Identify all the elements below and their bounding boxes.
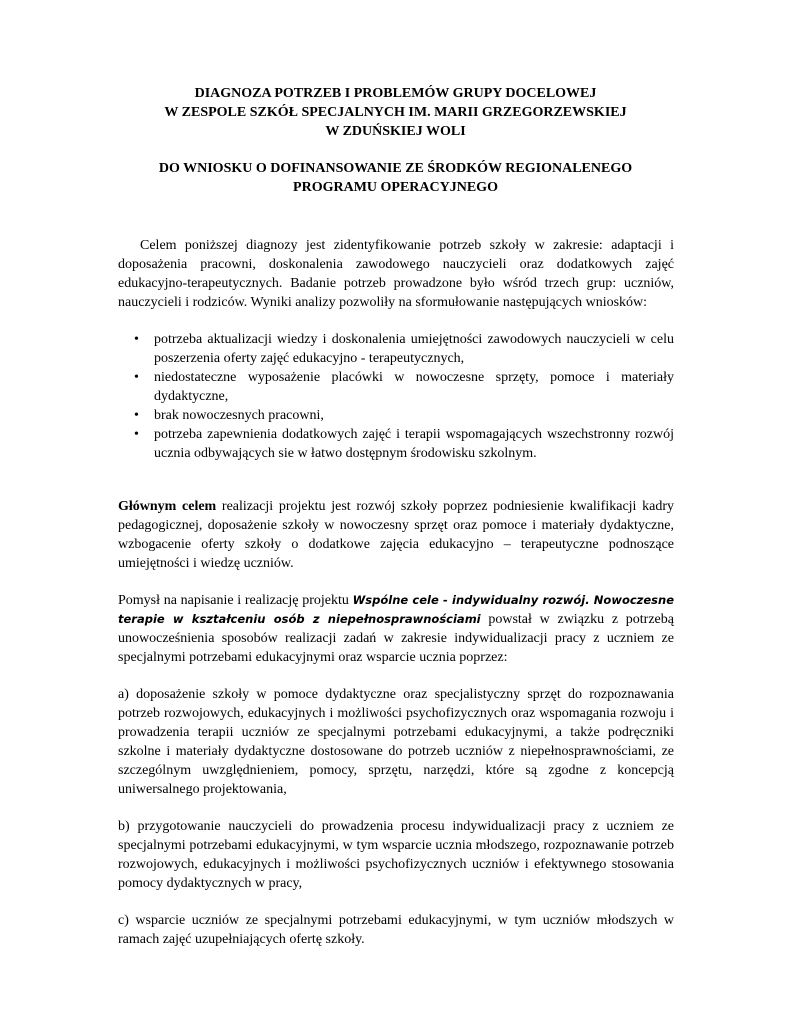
goal-lead: Głównym celem <box>118 499 217 514</box>
subtitle-line-2: PROGRAMU OPERACYJNEGO <box>293 180 498 195</box>
bullet-icon: • <box>134 370 139 385</box>
title-line-1: DIAGNOZA POTRZEB I PROBLEMÓW GRUPY DOCELOWEJ <box>194 86 597 101</box>
document-body <box>118 236 674 949</box>
bullet-icon: • <box>134 408 139 423</box>
point-c: c) wsparcie uczniów ze specjalnymi potrzebami edukacyjnymi, w tym uczniów młodszych w ramach zajęć uzupełniających ofertę szkoły. <box>118 913 674 947</box>
list-item-text: potrzeba aktualizacji wiedzy i doskonalenia umiejętności zawodowych nauczycieli w celu poszerzenia oferty zajęć edukacyjno - terapeutycznych, <box>154 332 674 366</box>
list-item-text: brak nowoczesnych pracowni, <box>154 408 324 423</box>
list-item <box>118 330 674 368</box>
bullet-icon: • <box>134 427 139 442</box>
subtitle-line-1: DO WNIOSKU O DOFINANSOWANIE ZE ŚRODKÓW REGIONALENEGO <box>158 161 633 176</box>
list-item <box>118 368 674 406</box>
point-a: a) doposażenie szkoły w pomoce dydaktyczne oraz specjalistyczny sprzęt do rozpoznawania potrzeb rozwojowych, edukacyjnych i możliwości psychofizycznych oraz wspomagania rozwoju i prowadzenia terapii uczniów ze specjalnymi potrzebami edukacyjnymi, a także podręczniki szkolne i materiały dydaktyczne dostosowane do potrzeb uczniów z niepełnosprawnościami, ze szczególnym uwzględnieniem, pomocy, sprzętu, narzędzi, które są zgodne z koncepcją uniwersalnego projektowania, <box>118 687 674 797</box>
bullet-icon: • <box>134 332 139 347</box>
conclusions-list <box>118 330 674 463</box>
intro-paragraph: Celem poniższej diagnozy jest zidentyfikowanie potrzeb szkoły w zakresie: adaptacji i doposażenia pracowni, doskonalenia zawodowego nauczycieli oraz dodatkowych zajęć edukacyjno-terapeutycznych. Badanie potrzeb prowadzone było wśród trzech grup: uczniów, nauczycieli i rodziców. Wyniki analizy pozwoliły na sformułowanie następujących wniosków: <box>118 238 674 310</box>
idea-paragraph <box>118 591 674 667</box>
list-item <box>118 425 674 463</box>
list-item <box>118 406 674 425</box>
document-subtitle <box>100 159 691 197</box>
list-item-text: potrzeba zapewnienia dodatkowych zajęć i terapii wspomagających wszechstronny rozwój ucznia odbywających sie w łatwo dostępnym środowisku szkolnym. <box>154 427 674 461</box>
goal-paragraph <box>118 497 674 573</box>
document-title <box>100 84 691 197</box>
project-title: Wspólne cele - indywidualny rozwój. Nowoczesne terapie w kształceniu osób z niepełnosprawnościami <box>118 593 674 626</box>
title-line-2: W ZESPOLE SZKÓŁ SPECJALNYCH IM. MARII GRZEGORZEWSKIEJ <box>164 105 627 120</box>
list-item-text: niedostateczne wyposażenie placówki w nowoczesne sprzęty, pomoce i materiały dydaktyczne, <box>154 370 674 404</box>
idea-after: powstał w związku z potrzebą unowocześnienia sposobów realizacji zadań w zakresie indywidualizacji pracy z uczniem ze specjalnymi potrzebami edukacyjnymi oraz wsparcie ucznia poprzez: <box>118 612 674 665</box>
goal-text: realizacji projektu jest rozwój szkoły poprzez podniesienie kwalifikacji kadry pedagogicznej, doposażenie szkoły w nowoczesny sprzęt oraz pomoce i materiały dydaktyczne, wzbogacenie oferty szkoły o dodatkowe zajęcia edukacyjno – terapeutyczne podnoszące umiejętności i wiedzę uczniów. <box>118 499 674 571</box>
idea-before: Pomysł na napisanie i realizację projektu <box>118 593 353 608</box>
point-b: b) przygotowanie nauczycieli do prowadzenia procesu indywidualizacji pracy z uczniem ze specjalnymi potrzebami edukacyjnymi, w tym wsparcie ucznia młodszego, rozpoznawanie potrzeb rozwojowych, edukacyjnych i możliwości psychofizycznych uczniów i efektywnego stosowania pomocy dydaktycznych w pracy, <box>118 819 674 891</box>
title-line-3: W ZDUŃSKIEJ WOLI <box>325 124 466 139</box>
